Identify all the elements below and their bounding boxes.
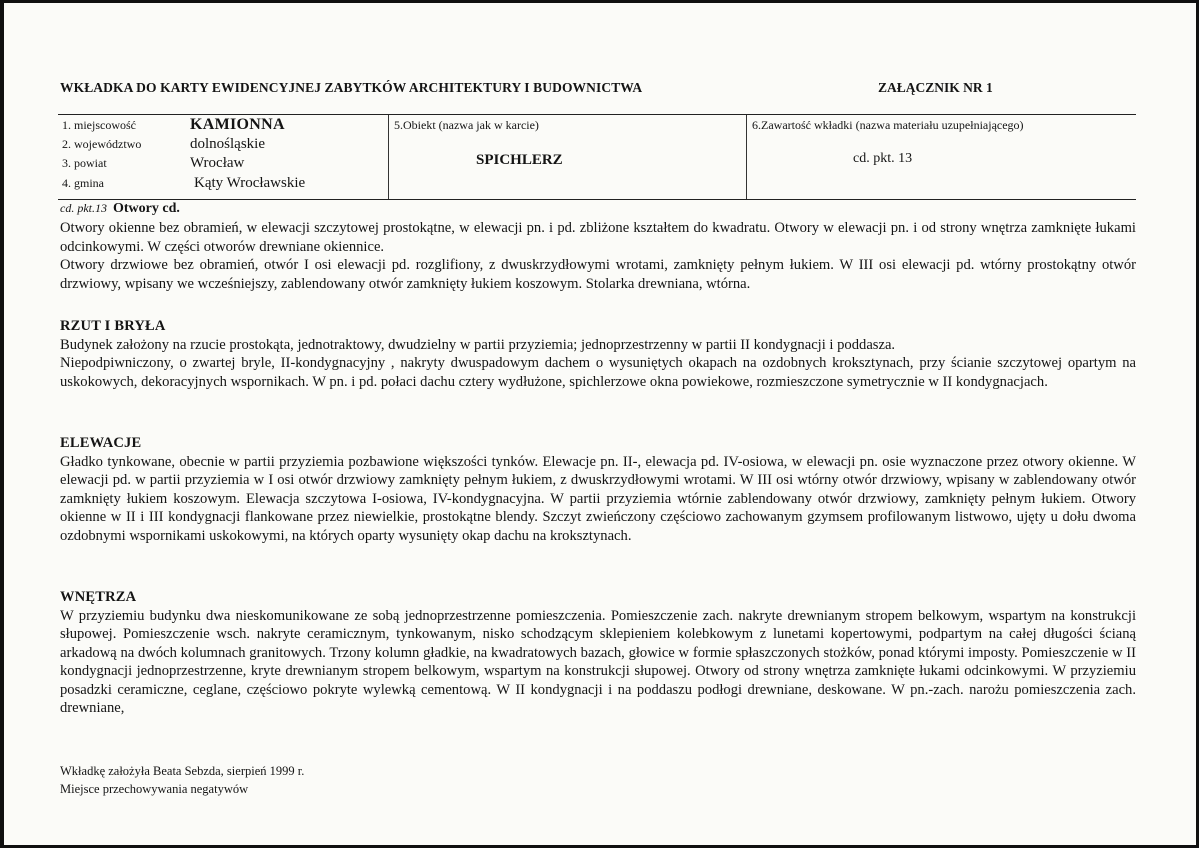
commune-value: Kąty Wrocławskie [194,175,306,191]
openings-section [60,219,1136,293]
interior-section [60,588,1136,718]
openings-paragraph-2: Otwory drzwiowe bez obramień, otwór I osi elewacji pd. rozglifiony, z dwuskrzydłowymi wrotami, zamknięty pełnym łukiem. W III osi elewacji pd. wtórny prostokątny otwór drzwiowy, wpisany we wcześniejszy, zablendowany otwór zamknięty łukiem koszowym. Stolarka drewniana, wtórna. [60,257,1136,292]
document-title: WKŁADKA DO KARTY EWIDENCYJNEJ ZABYTKÓW ARCHITEKTURY I BUDOWNICTWA [60,80,643,95]
elevations-heading: ELEWACJE [60,435,142,451]
info-table [58,114,1136,200]
object-label: 5.Obiekt (nazwa jak w karcie) [394,118,539,132]
annex-number: ZAŁĄCZNIK NR 1 [878,80,993,95]
plan-heading: RZUT I BRYŁA [60,318,166,334]
field-county [62,155,244,172]
voivodeship-label: 2. województwo [62,137,142,151]
content-value: cd. pkt. 13 [853,151,913,166]
footer-negatives: Miejsce przechowywania negatywów [60,782,249,796]
table-divider [746,115,747,199]
plan-section [60,317,1136,391]
object-value: SPICHLERZ [476,152,563,168]
footer [60,762,304,798]
place-label: 1. miejscowość [62,118,136,132]
scan-border-left [0,0,4,848]
field-commune [62,175,305,192]
voivodeship-value: dolnośląskie [190,136,265,152]
continuation-title: Otwory cd. [113,201,180,216]
county-label: 3. powiat [62,156,107,170]
elevations-paragraph-1: Gładko tynkowane, obecnie w partii przyziemia pozbawione większości tynków. Elewacje pn. II-, elewacja pd. IV-osiowa, w elewacji pn. osie wyznaczone przez otwory okienne. W elewacji pd. w partii przyziemia w I osi otwór drzwiowy zamknięty pełnym łukiem, z dwuskrzydłowymi wrotami. W III osi wtórny otwór drzwiowy, wpisany w zablendowany otwór zamknięty łukiem koszowym. Elewacja szczytowa I-osiowa, IV-kondygnacyjna. W partii przyziemia wtórnie zablendowany otwór drzwiowy, zamknięty pełnym łukiem. Otwory okienne w II i III kondygnacji flankowane przez niewielkie, prostokątne blendy. Szczyt zwieńczony częściowo zachowanym gzymsem profilowanym listwowo, ujęty u dołu dwoma ozdobnymi wspornikami uskokowymi, na których oparty wysunięty okap dachu na kroksztynach. [60,453,1136,544]
field-place [62,116,285,134]
field-voivodeship [62,136,265,153]
county-value: Wrocław [190,155,245,171]
interior-paragraph-1: W przyziemiu budynku dwa nieskomunikowane ze sobą jednoprzestrzenne pomieszczenia. Pomieszczenie zach. nakryte drewnianym stropem belkowym, wspartym na konstrukcji słupowej. Pomieszczenie wsch. nakryte ceramicznym, tynkowanym, nisko schodzącym sklepieniem kolebkowym z lunetami kopertowymi, podpartym na całej długości ścianą arkadową na dwóch kolumnach granitowych. Trzony kolumn gładkie, na kwadratowych bazach, głowice w formie spłaszczonych stożków, ponad którymi imposty. Pomieszczenie w II kondygnacji jednoprzestrzenne, kryte drewnianym stropem belkowym, wspartym na konstrukcji słupowej. Otwory od strony wnętrza zamknięte łukami odcinkowymi. W przyziemiu posadzki ceramiczne, ceglane, częściowo pokryte wylewką cementową. W II kondygnacji i na poddaszu podłogi drewniane, deskowane. W pn.-zach. narożu pomieszczenia zach. drewniane, [60,607,1136,716]
plan-paragraph-2: Niepodpiwniczony, o zwartej bryle, II-kondygnacyjny , nakryty dwuspadowym dachem o wysuniętych okapach na ozdobnych kroksztynach, przy ścianie szczytowej opartym na uskokowych, dekoracyjnych wspornikach. W pn. i pd. połaci dachu cztery wydłużone, spichlerzowe okna powiekowe, rozmieszczone symetrycznie w II kondygnacjach. [60,355,1136,390]
table-divider [388,115,389,199]
continuation-line [60,200,180,217]
footer-author: Wkładkę założyła Beata Sebzda, sierpień 1999 r. [60,764,305,778]
scan-border-top [0,0,1199,3]
openings-paragraph-1: Otwory okienne bez obramień, w elewacji szczytowej prostokątne, w elewacji pn. i pd. zbliżone kształtem do kwadratu. Otwory w elewacji pn. i od strony wnętrza zamknięte łukami odcinkowymi. W części otworów drewniane okiennice. [60,220,1136,255]
interior-heading: WNĘTRZA [60,589,137,605]
commune-label: 4. gmina [62,176,104,190]
elevations-section [60,434,1136,545]
continuation-ref: cd. pkt.13 [60,201,107,215]
plan-paragraph-1: Budynek założony na rzucie prostokąta, jednotraktowy, dwudzielny w partii przyziemia; jednoprzestrzenny w partii II kondygnacji i poddasza. [60,336,896,353]
place-value: KAMIONNA [190,116,285,133]
content-label: 6.Zawartość wkładki (nazwa materiału uzupełniającego) [752,118,1024,132]
